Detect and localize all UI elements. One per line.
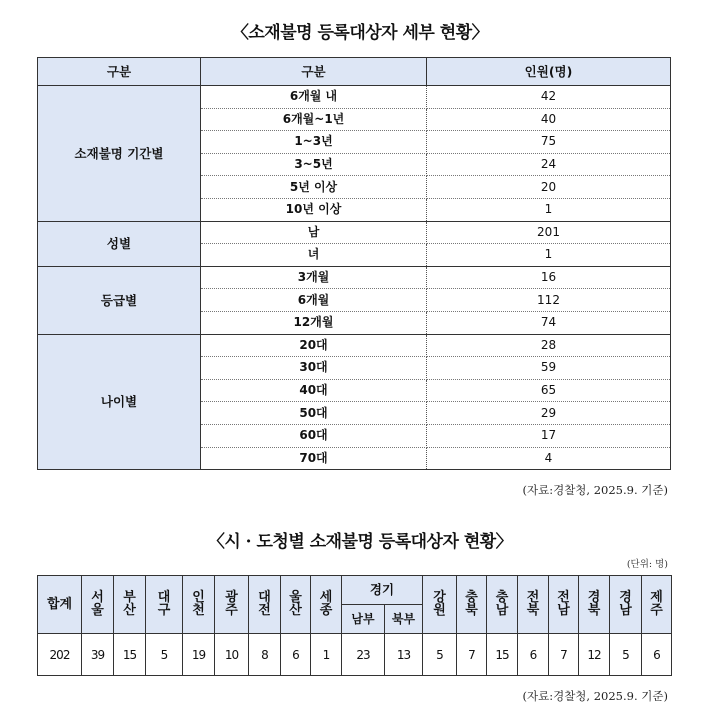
row-label: 5년 이상 (201, 176, 427, 199)
row-label: 6개월~1년 (201, 108, 427, 131)
table-row (38, 266, 671, 289)
value-incheon: 19 (183, 634, 215, 676)
row-label: 12개월 (201, 311, 427, 334)
row-value: 20 (427, 176, 671, 199)
row-label: 6개월 (201, 289, 427, 312)
value-total: 202 (38, 634, 82, 676)
row-label: 남 (201, 221, 427, 244)
header-incheon-label: 인천 (192, 590, 205, 618)
header-ulsan (281, 576, 311, 634)
group-label-age: 나이별 (38, 334, 201, 470)
table2-header-row (38, 576, 672, 605)
regional-police-table (37, 575, 672, 676)
header-gangwon-label: 강원 (433, 590, 446, 618)
value-chungbuk: 7 (457, 634, 487, 676)
value-jeonnam: 7 (549, 634, 579, 676)
header-chungnam (487, 576, 518, 634)
header-jeonnam-label: 전남 (557, 590, 570, 618)
row-label: 50대 (201, 402, 427, 425)
row-label: 40대 (201, 379, 427, 402)
header-category: 구분 (38, 58, 201, 86)
header-gwangju (215, 576, 249, 634)
value-gyeongnam: 5 (610, 634, 642, 676)
unit-note: (단위: 명) (626, 559, 668, 570)
table1-title: 〈소재불명 등록대상자 세부 현황〉 (231, 23, 489, 43)
table2-source-note: (자료:경찰청, 2025.9. 기준) (522, 689, 668, 703)
header-gyeonggi-north: 북부 (385, 605, 423, 634)
value-sejong: 1 (311, 634, 342, 676)
header-chungnam-label: 충남 (495, 590, 509, 618)
value-daejeon: 8 (249, 634, 281, 676)
row-value: 75 (427, 131, 671, 154)
header-gyeongnam (610, 576, 642, 634)
value-jeju: 6 (642, 634, 672, 676)
row-label: 30대 (201, 357, 427, 380)
row-value: 42 (427, 86, 671, 109)
header-seoul-label: 서울 (91, 590, 104, 618)
row-value: 59 (427, 357, 671, 380)
table-row (38, 86, 671, 109)
value-gyeonggi-south: 23 (342, 634, 385, 676)
row-label: 1~3년 (201, 131, 427, 154)
header-sejong (311, 576, 342, 634)
row-value: 28 (427, 334, 671, 357)
header-daejeon (249, 576, 281, 634)
header-chungbuk (457, 576, 487, 634)
row-value: 17 (427, 424, 671, 447)
group-label-period: 소재불명 기간별 (38, 86, 201, 222)
row-value: 40 (427, 108, 671, 131)
table1-source-note: (자료:경찰청, 2025.9. 기준) (522, 483, 668, 497)
value-busan: 15 (114, 634, 146, 676)
header-subcategory: 구분 (201, 58, 427, 86)
row-label: 6개월 내 (201, 86, 427, 109)
header-jeonbuk-label: 전북 (526, 590, 540, 618)
value-chungnam: 15 (487, 634, 518, 676)
row-label: 10년 이상 (201, 198, 427, 221)
row-value: 4 (427, 447, 671, 470)
value-seoul: 39 (82, 634, 114, 676)
header-total: 합계 (38, 576, 82, 634)
missing-registrants-detail-table (37, 57, 671, 470)
header-jeju-label: 제주 (650, 590, 663, 618)
header-gangwon (423, 576, 457, 634)
header-jeju (642, 576, 672, 634)
header-daegu (146, 576, 183, 634)
row-label: 20대 (201, 334, 427, 357)
row-value: 1 (427, 198, 671, 221)
value-gwangju: 10 (215, 634, 249, 676)
group-label-gender: 성별 (38, 221, 201, 266)
row-label: 3~5년 (201, 153, 427, 176)
value-gyeonggi-north: 13 (385, 634, 423, 676)
row-label: 70대 (201, 447, 427, 470)
value-ulsan: 6 (281, 634, 311, 676)
row-value: 29 (427, 402, 671, 425)
header-daegu-label: 대구 (157, 590, 171, 618)
row-value: 65 (427, 379, 671, 402)
header-jeonbuk (518, 576, 549, 634)
header-gyeonggi-south: 남부 (342, 605, 385, 634)
row-label: 3개월 (201, 266, 427, 289)
row-value: 16 (427, 266, 671, 289)
table2-title: 〈시 · 도청별 소재불명 등록대상자 현황〉 (207, 532, 513, 552)
row-value: 112 (427, 289, 671, 312)
group-label-grade: 등급별 (38, 266, 201, 334)
header-busan-label: 부산 (123, 590, 136, 618)
row-value: 24 (427, 153, 671, 176)
header-chungbuk-label: 충북 (465, 590, 478, 618)
header-gyeongnam-label: 경남 (619, 590, 632, 618)
row-value: 1 (427, 244, 671, 267)
header-count: 인원(명) (427, 58, 671, 86)
header-gyeonggi: 경기 (342, 576, 423, 605)
value-daegu: 5 (146, 634, 183, 676)
header-incheon (183, 576, 215, 634)
value-jeonbuk: 6 (518, 634, 549, 676)
header-daejeon-label: 대전 (258, 590, 271, 618)
row-value: 74 (427, 311, 671, 334)
table-row (38, 334, 671, 357)
header-gyeongbuk (579, 576, 610, 634)
header-ulsan-label: 울산 (289, 590, 302, 618)
table1-header-row (38, 58, 671, 86)
header-gyeongbuk-label: 경북 (587, 590, 601, 618)
header-busan (114, 576, 146, 634)
value-gyeongbuk: 12 (579, 634, 610, 676)
row-label: 녀 (201, 244, 427, 267)
header-seoul (82, 576, 114, 634)
table-row (38, 221, 671, 244)
header-sejong-label: 세종 (319, 590, 333, 618)
value-gangwon: 5 (423, 634, 457, 676)
row-value: 201 (427, 221, 671, 244)
table-row (38, 634, 672, 676)
header-jeonnam (549, 576, 579, 634)
header-gwangju-label: 광주 (225, 590, 238, 618)
row-label: 60대 (201, 424, 427, 447)
